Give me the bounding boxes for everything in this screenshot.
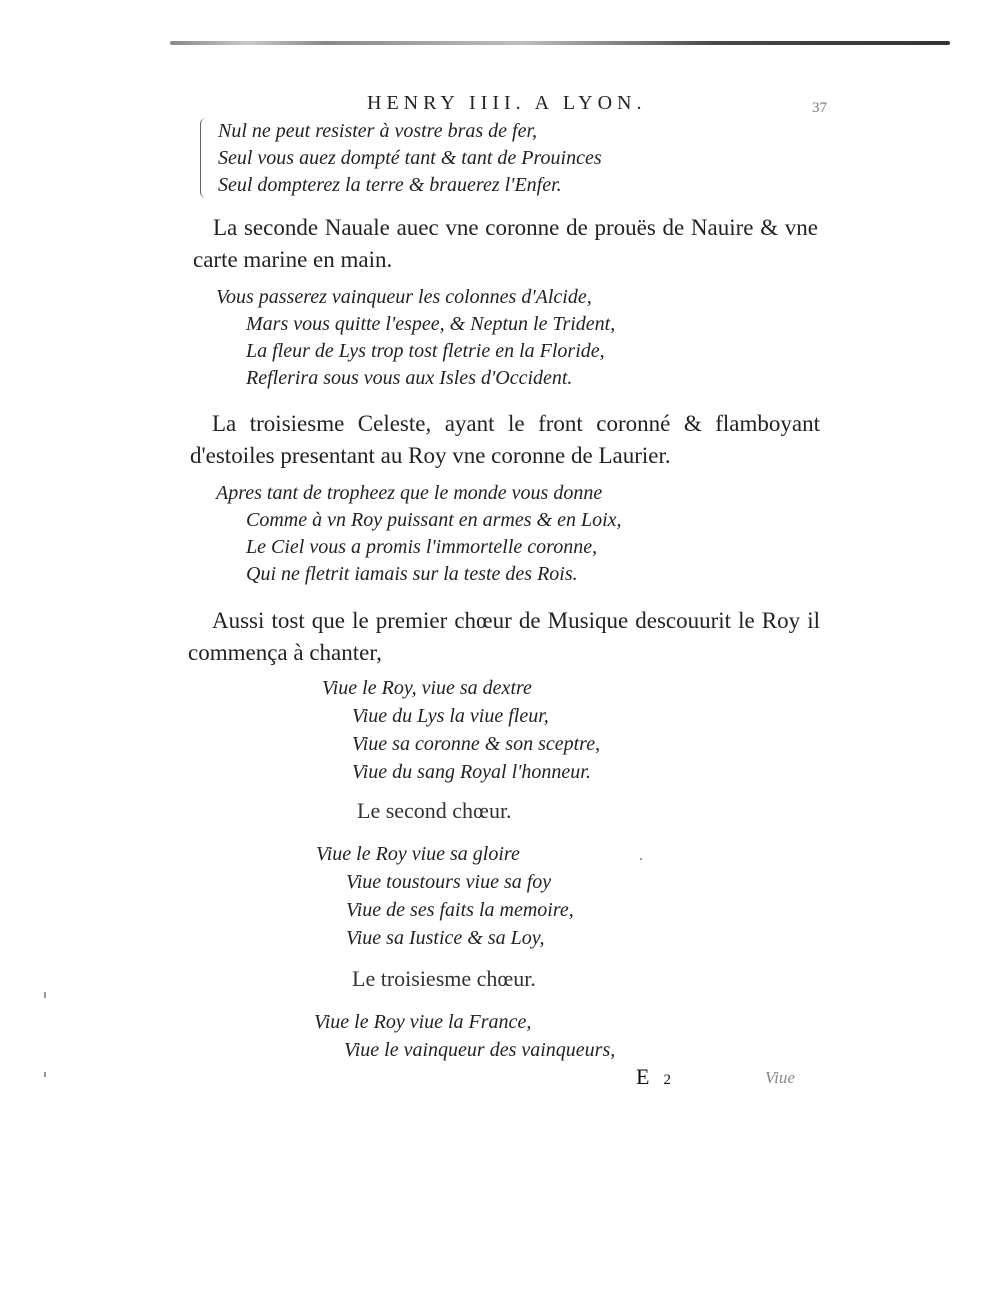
paragraph-nauale: La seconde Nauale auec vne coronne de prouës de Nauire & vne carte marine en main.	[193, 215, 818, 272]
verse-line: Viue sa Iustice & sa Loy,	[346, 927, 545, 949]
signature-number: 2	[663, 1072, 671, 1088]
running-head: HENRY IIII. A LYON.	[367, 92, 647, 114]
verse-line: Comme à vn Roy puissant en armes & en Loix,	[246, 509, 622, 531]
verse-line: Seul vous auez dompté tant & tant de Prouinces	[218, 147, 602, 169]
stanza-3	[216, 480, 622, 588]
verse-line: Viue le Roy viue la France,	[314, 1011, 532, 1033]
verse-line: Nul ne peut resister à vostre bras de fer,	[218, 120, 538, 142]
scan-artifact-line	[170, 41, 950, 45]
verse-line: Vous passerez vainqueur les colonnes d'Alcide,	[216, 286, 592, 308]
chorus-3	[314, 1008, 615, 1064]
catchword: Viue	[765, 1068, 795, 1087]
paragraph-celeste: La troisiesme Celeste, ayant le front coronné & flamboyant d'estoiles presentant au Roy vne coronne de Laurier.	[190, 411, 820, 468]
verse-line: Qui ne fletrit iamais sur la teste des Rois.	[246, 563, 578, 585]
scan-speck	[640, 858, 642, 860]
page-number: 37	[812, 100, 827, 116]
verse-line: La fleur de Lys trop tost fletrie en la Floride,	[246, 340, 605, 362]
scan-speck	[44, 1072, 46, 1077]
stanza-2	[216, 284, 615, 392]
chorus-3-title: Le troisiesme chœur.	[352, 966, 536, 991]
verse-line: Viue le vainqueur des vainqueurs,	[344, 1039, 616, 1061]
verse-line: Viue toustours viue sa foy	[346, 871, 552, 893]
signature-letter: E	[636, 1064, 650, 1089]
stanza-bracket	[200, 118, 211, 198]
chorus-2-title: Le second chœur.	[357, 798, 512, 823]
verse-line: Viue du Lys la viue fleur,	[352, 705, 549, 727]
chorus-1	[322, 674, 600, 786]
verse-line: Apres tant de tropheez que le monde vous donne	[216, 482, 603, 504]
verse-line: Mars vous quitte l'espee, & Neptun le Trident,	[246, 313, 616, 335]
verse-line: Le Ciel vous a promis l'immortelle coronne,	[246, 536, 598, 558]
stanza-1	[218, 118, 602, 199]
verse-line: Seul dompterez la terre & brauerez l'Enfer.	[218, 174, 562, 196]
paragraph-premier-choeur: Aussi tost que le premier chœur de Musique descouurit le Roy il commença à chanter,	[188, 608, 820, 665]
verse-line: Viue de ses faits la memoire,	[346, 899, 574, 921]
scan-speck	[44, 992, 46, 998]
verse-line: Viue le Roy, viue sa dextre	[322, 677, 532, 699]
verse-line: Viue sa coronne & son sceptre,	[352, 733, 601, 755]
signature-mark	[636, 1064, 671, 1090]
verse-line: Viue du sang Royal l'honneur.	[352, 761, 591, 783]
verse-line: Reflerira sous vous aux Isles d'Occident.	[246, 367, 573, 389]
verse-line: Viue le Roy viue sa gloire	[316, 843, 520, 865]
chorus-2	[316, 840, 574, 952]
